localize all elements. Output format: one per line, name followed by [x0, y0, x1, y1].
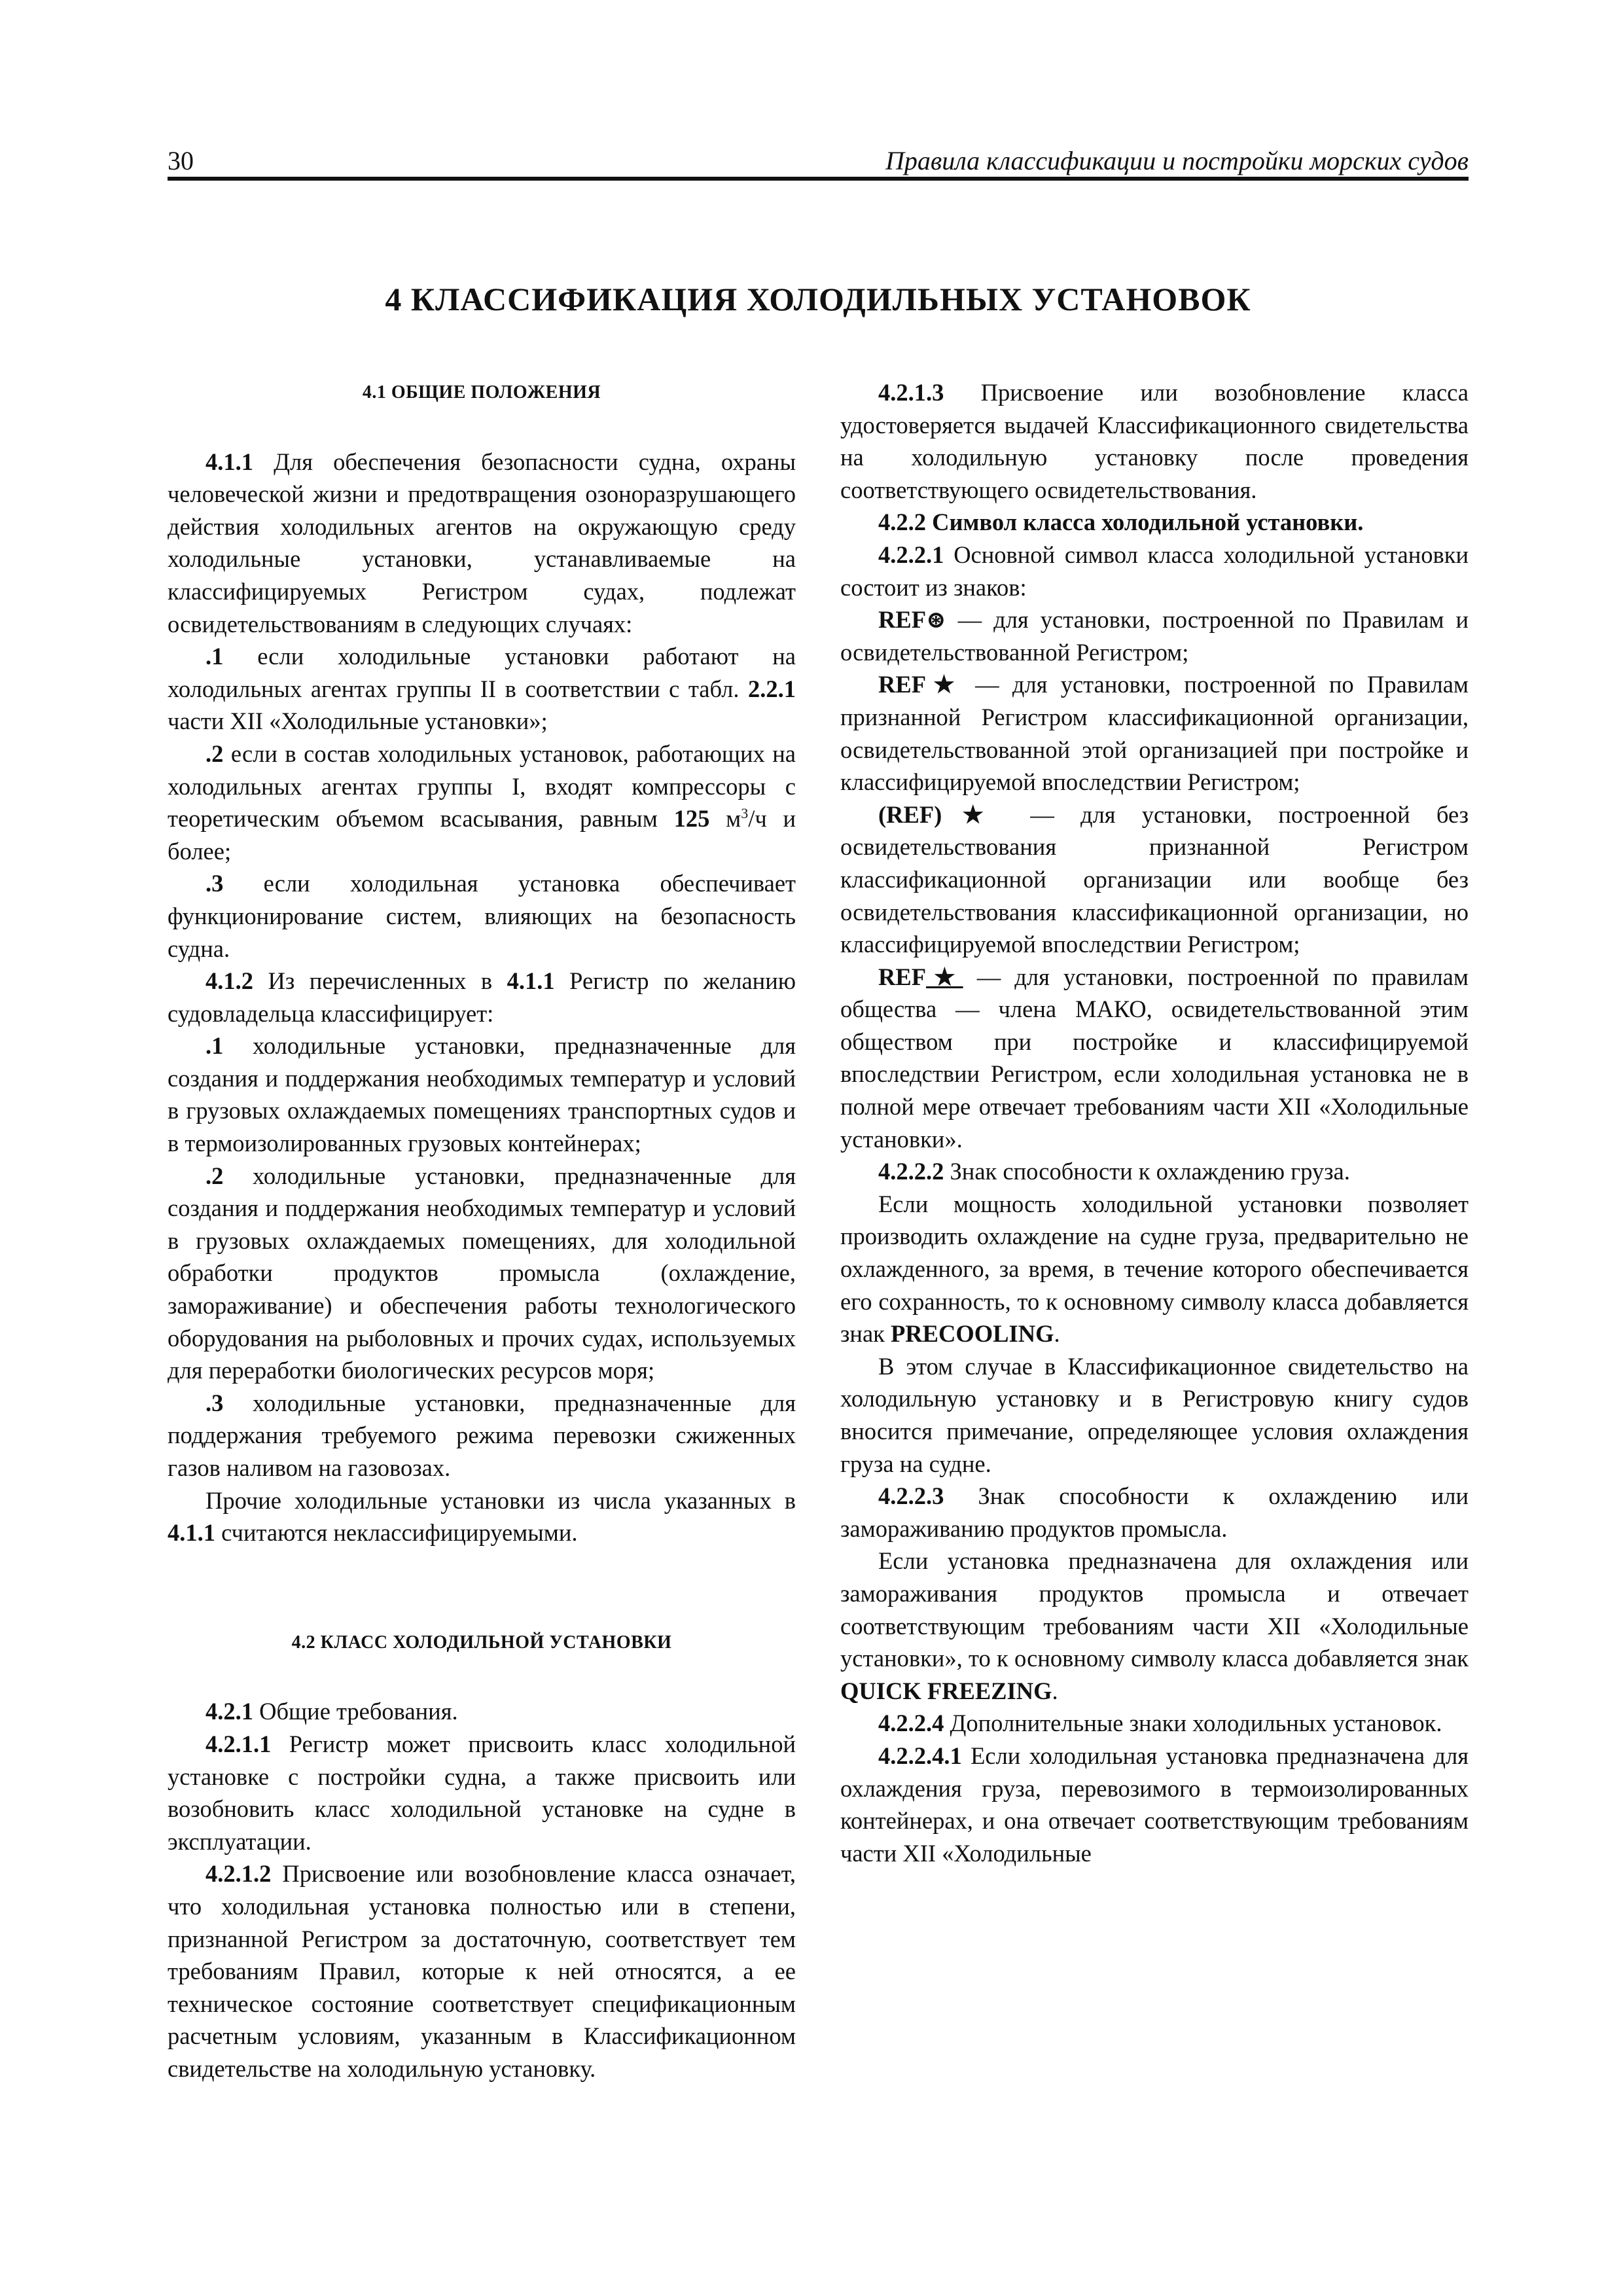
list-item-4-1-1-1: .1 если холодильные установки работают на холодильных агентах группы II в соответствии с табл. 2.2.1 части XII «Холодильные установки»; — [168, 643, 796, 735]
right-column — [840, 376, 1469, 1869]
paragraph-precooling: Если мощность холодильной установки позволяет производить охлаждение на судне груза, предварительно не охлажденного, за время, в течение которого обеспечивается его сохранность, то к основному символу класса добавляется знак PRECOOLING. — [840, 1190, 1469, 1348]
paragraph-register-note: В этом случае в Классификационное свидетельство на холодильную установку и в Регистровую книгу судов вносится примечание, определяющее условия охлаждения груза на судне. — [840, 1352, 1469, 1477]
section-heading-4-1: 4.1 ОБЩИЕ ПОЛОЖЕНИЯ — [362, 382, 601, 403]
class-symbol-ref-underlined-star: REF★ — для установки, построенной по правилам общества — члена МАКО, освидетельствованной этим обществом при постройке и классифицируемой впоследствии Регистром, если холодильная установка не в полной мере отвечает требованиям части XII «Холодильные установки». — [840, 963, 1469, 1153]
list-item-4-1-1-2: .2 если в состав холодильных установок, работающих на холодильных агентах группы I, входят компрессоры с теоретическим объемом всасывания, равным 125 $м^3/ч$ и более; — [168, 740, 796, 865]
paragraph-4-2-1: 4.2.1 Общие требования. — [205, 1698, 458, 1725]
paragraph-other-units: Прочие холодильные установки из числа указанных в 4.1.1 считаются неклассифицируемыми. — [168, 1486, 796, 1547]
list-item-4-1-2-3: .3 холодильные установки, предназначенные для поддержания требуемого режима перевозки сжиженных газов наливом на газовозах. — [168, 1389, 796, 1481]
paragraph-4-2-2: 4.2.2 Символ класса холодильной установки. — [878, 509, 1364, 536]
running-title: Правила классификации и постройки морских судов — [885, 146, 1469, 175]
paragraph-4-2-2-3: 4.2.2.3 Знак способности к охлаждению или замораживанию продуктов промысла. — [840, 1482, 1469, 1542]
paragraph-4-1-2: 4.1.2 Из перечисленных в 4.1.1 Регистр по желанию судовладельца классифицирует: — [168, 967, 796, 1027]
paragraph-4-2-1-3: 4.2.1.3 Присвоение или возобновление класса удостоверяется выдачей Классификационного свидетельства на холодильную установку после проведения соответствующего освидетельствования. — [840, 379, 1469, 503]
list-item-4-1-1-3: .3 если холодильная установка обеспечивает функционирование систем, влияющих на безопасность судна. — [168, 870, 796, 962]
paragraph-4-2-2-4-1: 4.2.2.4.1 Если холодильная установка предназначена для охлаждения груза, перевозимого в термоизолированных контейнерах, и она отвечает соответствующим требованиям части XII «Холодильные — [840, 1742, 1469, 1867]
paragraph-4-2-1-1: 4.2.1.1 Регистр может присвоить класс холодильной установке с постройки судна, а также присвоить или возобновить класс холодильной установке на судне в эксплуатации. — [168, 1730, 796, 1855]
class-symbol-ref-parenthesized: (REF)★ — для установки, построенной без освидетельствования признанной Регистром классификационной организации или вообще без освидетельствования классификационной организации, но классифицируемой впоследствии Регистром; — [840, 800, 1469, 958]
class-symbol-ref-register: REF⊛ — для установки, построенной по Правилам и освидетельствованной Регистром; — [840, 606, 1469, 666]
page-header — [168, 140, 1469, 179]
list-item-4-1-2-2: .2 холодильные установки, предназначенные для создания и поддержания необходимых температур и условий в грузовых охлаждаемых помещениях, для холодильной обработки продуктов промысла (охлаждение, замораживание) и обеспечения работы технологического оборудования на рыболовных и прочих судах, используемых для переработки биологических ресурсов моря; — [168, 1162, 796, 1384]
paragraph-4-1-1: 4.1.1 Для обеспечения безопасности судна, охраны человеческой жизни и предотвращения озоноразрушающего действия холодильных агентов на окружающую среду холодильные установки, устанавливаемые на классифицируемых Регистром судах, подлежат освидетельствованиям в следующих случаях: — [168, 448, 796, 637]
paragraph-4-2-1-2: 4.2.1.2 Присвоение или возобновление класса означает, что холодильная установка полностью или в степени, признанной Регистром за достаточную, соответствует тем требованиям Правил, которые к ней относятся, а ее техническое состояние соответствует спецификационным расчетным условиям, указанным в Классификационном свидетельстве на холодильную установку. — [168, 1860, 796, 2082]
paragraph-4-2-2-4: 4.2.2.4 Дополнительные знаки холодильных установок. — [878, 1710, 1442, 1737]
section-heading-4-2: 4.2 КЛАСС ХОЛОДИЛЬНОЙ УСТАНОВКИ — [291, 1632, 672, 1653]
page-number: 30 — [168, 146, 194, 175]
paragraph-4-2-2-2: 4.2.2.2 Знак способности к охлаждению груза. — [878, 1158, 1350, 1185]
list-item-4-1-2-1: .1 холодильные установки, предназначенные для создания и поддержания необходимых температур и условий в грузовых охлаждаемых помещениях транспортных судов и в термоизолированных грузовых контейнерах; — [168, 1032, 796, 1157]
header-rule — [168, 177, 1469, 181]
left-column — [168, 376, 796, 2082]
paragraph-quick-freezing: Если установка предназначена для охлаждения или замораживания продуктов промысла и отвечает соответствующим требованиям части XII «Холодильные установки», то к основному символу класса добавляется знак QUICK FREEZING. — [840, 1547, 1469, 1704]
class-symbol-ref-star: REF★ — для установки, построенной по Правилам признанной Регистром классификационной организации, освидетельствованной этой организацией при постройке и классифицируемой впоследствии Регистром; — [840, 671, 1469, 796]
paragraph-4-2-2-1: 4.2.2.1 Основной символ класса холодильной установки состоит из знаков: — [840, 541, 1469, 601]
chapter-title: 4 КЛАССИФИКАЦИЯ ХОЛОДИЛЬНЫХ УСТАНОВОК — [385, 281, 1251, 317]
